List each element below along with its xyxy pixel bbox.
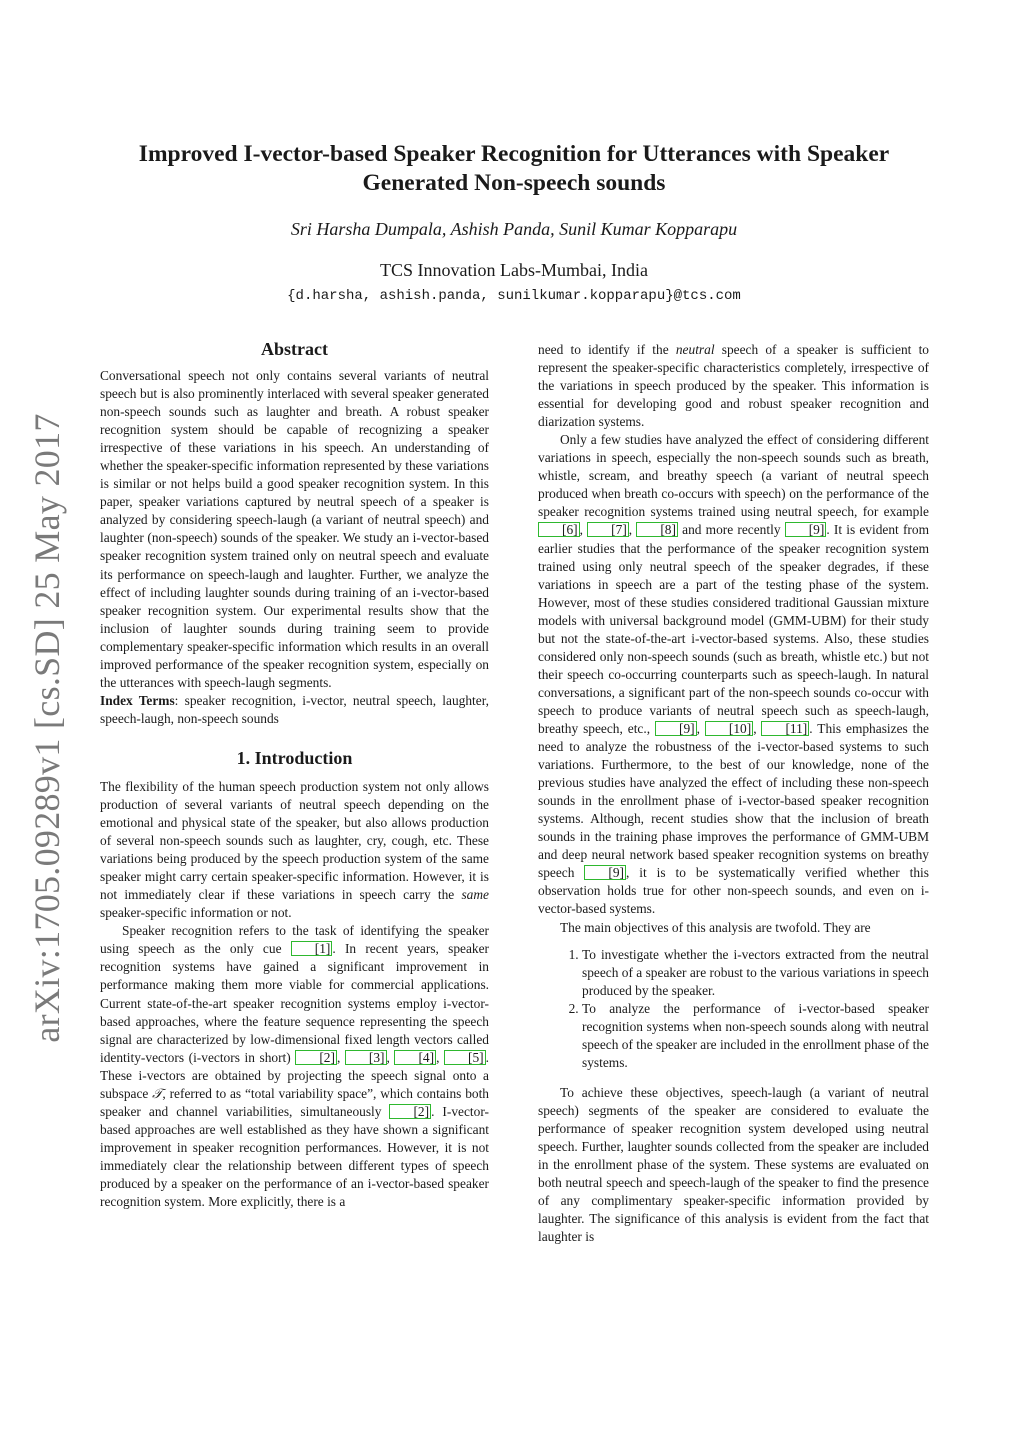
- objectives-list: [538, 946, 929, 1072]
- citation-link[interactable]: [11]: [761, 721, 809, 736]
- left-column: [100, 337, 489, 1211]
- affiliation: TCS Innovation Labs-Mumbai, India: [380, 260, 648, 280]
- index-terms-label: Index Terms: [100, 692, 175, 708]
- citation-link[interactable]: [8]: [636, 522, 678, 537]
- citation-link[interactable]: [10]: [705, 721, 753, 736]
- right-paragraph-3: The main objectives of this analysis are twofold. They are: [560, 919, 871, 935]
- citation-link[interactable]: [9]: [584, 865, 626, 880]
- objective-item: 1. To investigate whether the i-vectors extracted from the neutral speech of a speaker are robust to the various variations in speech produced by the speaker.: [582, 946, 929, 1000]
- citation-link[interactable]: [2]: [389, 1104, 431, 1119]
- citation-link[interactable]: [6]: [538, 522, 580, 537]
- abstract-text: Conversational speech not only contains several variants of neutral speech but is also prominently interlaced with several speaker generated non-speech sounds such as laughter and breath. A robust speaker recognition system should be capable of recognizing a speaker irrespective of these variations in his speech. An understanding of whether the speaker-specific information represented by these variations is similar or not helps build a good speaker recognition system. In this paper, speaker variations captured by neutral speech of a speaker is analyzed by considering speech-laugh (a variant of neutral speech) and laughter (non-speech) sounds of the speaker. We study an i-vector-based speaker recognition system trained only on neutral speech and evaluate its performance on speech-laugh and laughter. Further, we analyze the effect of including laughter sounds during training of an i-vector-based speaker recognition system. Our experimental results show that the inclusion of laughter sounds during training seem to provide complementary speaker-specific information which results in an overall improved performance of the speaker recognition system, especially on the utterances with speech-laugh segments.: [100, 368, 489, 690]
- intro-paragraph-1: The flexibility of the human speech production system not only allows production of several variants of neutral speech depending on the emotional and physical state of the speaker, but also allows production of several non-speech sounds such as laughter, cry, cough, etc. These variations being produced by the speech production system of the same speaker might carry certain speaker-specific information. However, it is not immediately clear if these variations in speech carry the same speaker-specific information or not.: [100, 778, 489, 921]
- paper-title: Improved I-vector-based Speaker Recognition for Utterances with Speaker Generated Non-speech sounds: [138, 141, 890, 196]
- arxiv-stamp: [17, 388, 77, 1068]
- citation-link[interactable]: [7]: [587, 522, 629, 537]
- objective-item: 2. To analyze the performance of i-vector-based speaker recognition systems when non-speech sounds along with neutral speech of the speaker are included in the enrollment phase of the systems.: [582, 1000, 929, 1072]
- abstract-heading: Abstract: [261, 339, 328, 359]
- right-paragraph-1: need to identify if the neutral speech of a speaker is sufficient to represent the speaker-specific characteristics completely, irrespective of the variations in speech produced by the speaker. This information is essential for developing good and robust speaker recognition and diarization systems.: [538, 342, 929, 430]
- citation-link[interactable]: [2]: [295, 1050, 337, 1065]
- citation-link[interactable]: [1]: [291, 941, 333, 956]
- arxiv-id: arXiv:1705.09289v1 [cs.SD] 25 May 2017: [27, 413, 67, 1043]
- intro-heading: 1. Introduction: [236, 747, 353, 768]
- citation-link[interactable]: [5]: [444, 1050, 486, 1065]
- citation-link[interactable]: [4]: [394, 1050, 436, 1065]
- email: {d.harsha, ashish.panda, sunilkumar.kopparapu}@tcs.com: [287, 288, 741, 304]
- citation-link[interactable]: [9]: [785, 522, 827, 537]
- citation-link[interactable]: [3]: [345, 1050, 387, 1065]
- total-variability-symbol: 𝒯: [152, 1085, 163, 1101]
- citation-link[interactable]: [9]: [655, 721, 697, 736]
- index-terms-text: : speaker recognition, i-vector, neutral speech, laughter, speech-laugh, non-speech sounds: [100, 692, 489, 726]
- authors: Sri Harsha Dumpala, Ashish Panda, Sunil Kumar Kopparapu: [290, 219, 738, 239]
- right-column: [538, 341, 929, 1246]
- index-terms: [100, 692, 489, 728]
- right-paragraph-2: Only a few studies have analyzed the effect of considering different variations in speech, especially the non-speech sounds such as breath, whistle, scream, and breathy speech (a variant of neutral speech produced when breath co-occurs with speech) on the performance of the speaker recognition systems trained using neutral speech, for example [6] , [7] , [8] and more recently [9] . It is evident from earlier studies that the performance of the speaker recognition system trained using only neutral speech of the speaker degrades, if these variations in speech are a part of the testing phase of the system. However, most of these studies considered traditional Gaussian mixture models with universal background model (GMM-UBM) for their study but not the state-of-the-art i-vector-based systems. Also, these studies considered only non-speech sounds (such as breath, whistle etc.) but not their speech co-occurring counterparts such as speech-laugh. In natural conversations, a significant part of the non-speech sounds co-occur with speech to produce variants of neutral speech such as speech-laugh, breathy speech, etc., [9] , [10] , [11] . This emphasizes the need to analyze the robustness of the i-vector-based systems to such variations. Furthermore, to the best of our knowledge, none of the previous studies have analyzed the effect of including these non-speech sounds in the enrollment phase of i-vector-based speaker recognition systems. Although, recent studies show that the inclusion of breath sounds in the training phase improves the performance of GMM-UBM and deep neural network based speaker recognition systems on breathy speech [9] , it is to be systematically verified whether this observation holds true for other non-speech sounds, and even on i-vector-based systems.: [538, 432, 929, 917]
- intro-paragraph-2: Speaker recognition refers to the task of identifying the speaker using speech as the only cue [1] . In recent years, speaker recognition systems have gained a significant improvement in performance making them more viable for commercial applications. Current state-of-the-art speaker recognition systems employ i-vector-based approaches, where the feature sequence representing the speech signal are characterized by low-dimensional fixed length vectors called identity-vectors (i-vectors in short) [2] , [3] , [4] , [5] . These i-vectors are obtained by projecting the speech signal onto a subspace 𝒯, referred to as “total variability space”, which contains both speaker and channel variabilities, simultaneously [2] . I-vector-based approaches are well established as they have shown a significant improvement in speaker recognition performances. However, it is not immediately clear the relationship between different types of speech produced by a speaker on the performance of an i-vector-based speaker recognition system. More explicitly, there is a: [100, 923, 490, 1210]
- right-paragraph-4: To achieve these objectives, speech-laugh (a variant of neutral speech) segments of the speaker are considered to evaluate the performance of speaker recognition system developed using neutral speech. Further, laughter sounds collected from the speaker are included in the enrollment phase of the system. These systems are evaluated on both neutral speech and speech-laugh of the speaker to find the presence of any complimentary speaker-specific information provided by laughter. The significance of this analysis is evident from the fact that laughter is: [538, 1084, 929, 1245]
